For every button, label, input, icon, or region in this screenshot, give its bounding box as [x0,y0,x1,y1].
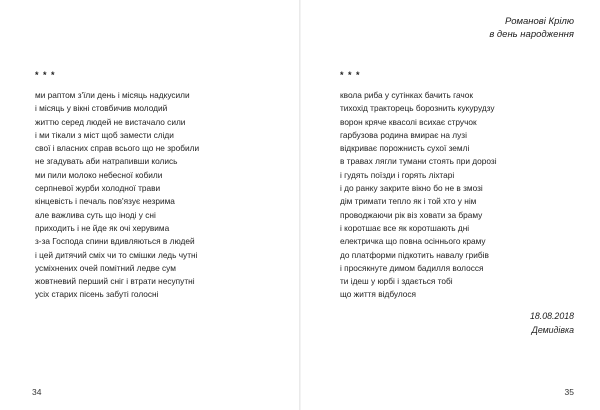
poem-line: але важлива суть що іноді у сні [35,209,156,220]
dedication-line: в день народження [489,29,574,40]
poem-line: з-за Господа спини вдивляються в людей [35,236,195,247]
poem-line: усіх старих пісень забуті голосні [35,289,159,300]
poem-line: серпневої журби холодної трави [35,183,161,194]
poem-left [35,89,199,302]
signoff-place: Демидівка [531,325,574,335]
poem-line: життю серед людей не вистачало сили [35,116,186,127]
poem-line: проводжаючи рік віз ховати за браму [340,209,483,220]
poem-line: не згадувать аби натрапивши колись [35,156,178,167]
dedication [489,15,574,41]
signoff-date: 18.08.2018 [529,311,574,321]
poem-line: і до ранку закрите вікно бо не в змозі [340,183,483,194]
poem-line: і місяць у вікні стовбичив молодий [35,103,168,114]
ornament-right: * * * [340,70,361,80]
page-number-left: 34 [32,387,42,397]
dedication-line: Романові Крілю [504,16,574,27]
poem-right [340,89,497,302]
ornament-left: * * * [35,70,56,80]
poem-line: ти ідеш у юрбі і здається тобі [340,276,453,287]
poem-line: дім тримати тепло як і той хто у нім [340,196,477,207]
poem-line: і просякнуте димом бадилля волосся [340,262,484,273]
poem-line: відкриває порожнисть сухої землі [340,143,470,154]
page-number-right: 35 [564,387,574,397]
poem-line: і цей дитячий сміх чи то смішки ледь чутні [35,249,198,260]
poem-line: і коротшає все як коротшають дні [340,222,470,233]
poem-line: електричка що повна осіннього краму [340,236,486,247]
poem-line: свої і власних справ всього що не зробили [35,143,200,154]
poem-line: і ми тікали з міст щоб замести сліди [35,129,174,140]
signoff [530,309,574,337]
poem-line: жовтневий перший сніг і втрати несупутні [35,276,195,287]
poem-line: в травах лягли тумани стоять при дорозі [340,156,497,167]
poem-line: усміхнених очей помітний ледве сум [35,262,176,273]
poem-line: що життя відбулося [340,289,417,300]
right-page [300,0,600,410]
poem-line: кінцевість і печаль пов'язує незрима [35,196,175,207]
poem-line: до платформи підкотить навалу грибів [340,249,489,260]
poem-line: ворон кряче квасолі всихає стручок [340,116,477,127]
poem-line: і гудять поїзди і горять ліхтарі [340,169,455,180]
poem-line: ми пили молоко небесної кобили [35,169,163,180]
poem-line: ми раптом з'їли день і місяць надкусили [35,90,190,100]
poem-line: приходить і не йде як очі херувима [35,222,170,233]
poem-line: гарбузова родина вмирає на лузі [340,129,467,140]
poem-line: квола риба у сутінках бачить гачок [340,90,473,100]
poem-line: тихохід тракторець борознить кукурудзу [340,103,495,114]
